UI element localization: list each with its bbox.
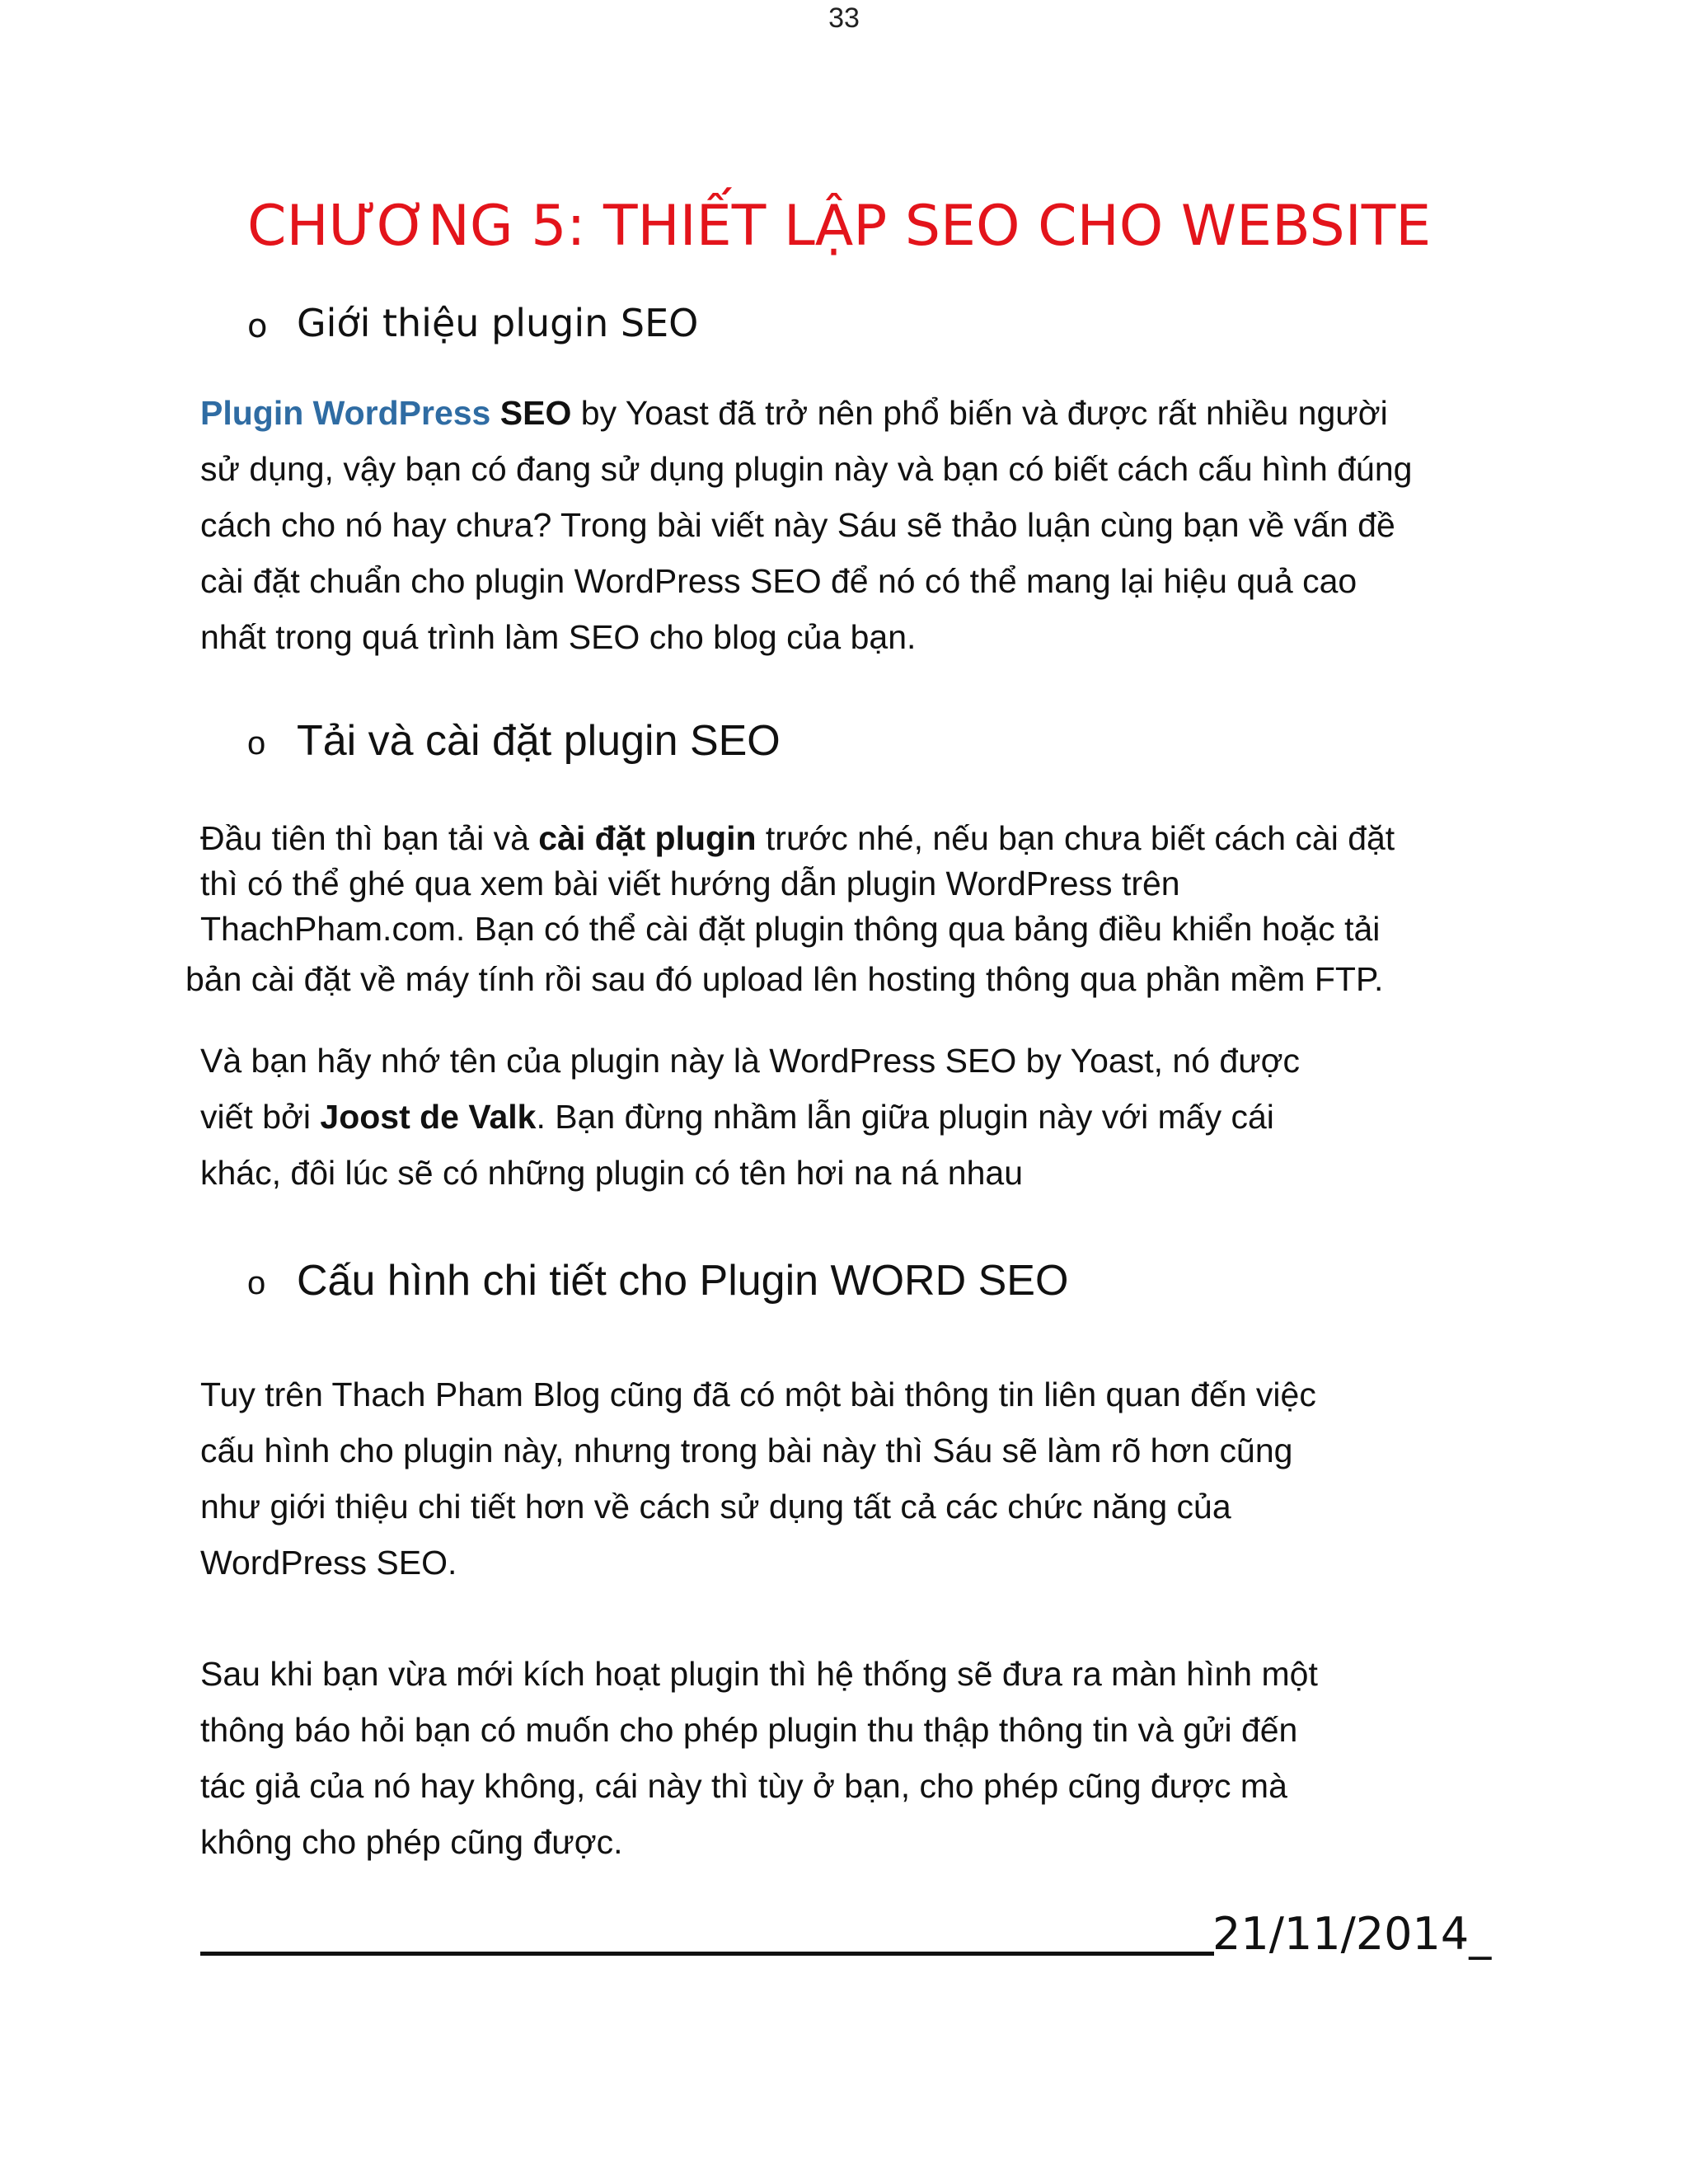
paragraph-line: như giới thiệu chi tiết hơn về cách sử dụng tất cả các chức năng của	[200, 1488, 1231, 1526]
paragraph-line: thông báo hỏi bạn có muốn cho phép plugin thu thập thông tin và gửi đến	[200, 1711, 1298, 1749]
paragraph-line: Và bạn hãy nhớ tên của plugin này là WordPress SEO by Yoast, nó được	[200, 1042, 1301, 1080]
section-heading-intro	[247, 297, 698, 353]
paragraph-line: thì có thể ghé qua xem bài viết hướng dẫn plugin WordPress trên	[200, 865, 1180, 902]
paragraph-line	[200, 385, 1412, 441]
bullet-icon: o	[247, 307, 268, 345]
seo-bold-text: SEO	[499, 394, 572, 432]
install-plugin-bold-text: cài đặt plugin	[538, 819, 757, 857]
paragraph-text: . Bạn đừng nhầm lẫn giữa plugin này với mấy cái	[536, 1098, 1274, 1136]
paragraph-line: WordPress SEO.	[200, 1544, 457, 1582]
signature-line	[200, 1952, 1214, 1956]
paragraph-line: tác giả của nó hay không, cái này thì tùy ở bạn, cho phép cũng được mà	[200, 1767, 1287, 1805]
section-heading-text: Cấu hình chi tiết cho Plugin WORD SEO	[297, 1257, 1069, 1305]
page-number: 33	[828, 2, 860, 34]
plugin-wordpress-link[interactable]: Plugin WordPress	[200, 394, 491, 432]
paragraph-line	[200, 1089, 1300, 1145]
plugin-name-paragraph	[200, 1033, 1300, 1201]
paragraph-line: không cho phép cũng được.	[200, 1823, 623, 1861]
paragraph-text: by Yoast đã trở nên phổ biến và được rất nhiều người	[571, 394, 1388, 432]
paragraph-line: Tuy trên Thach Pham Blog cũng đã có một bài thông tin liên quan đến việc	[200, 1376, 1316, 1413]
paragraph-line: cài đặt chuẩn cho plugin WordPress SEO để nó có thể mang lại hiệu quả cao	[200, 562, 1357, 600]
paragraph-text: viết bởi	[200, 1098, 321, 1136]
paragraph-line: Sau khi bạn vừa mới kích hoạt plugin thì hệ thống sẽ đưa ra màn hình một	[200, 1655, 1318, 1693]
bullet-icon: o	[247, 1265, 266, 1302]
bullet-icon: o	[247, 725, 266, 762]
section-heading-text: Tải và cài đặt plugin SEO	[297, 717, 781, 765]
paragraph-line: cấu hình cho plugin này, nhưng trong bài này thì Sáu sẽ làm rõ hơn cũng	[200, 1432, 1293, 1469]
section-heading-install	[247, 712, 781, 772]
author-bold-text: Joost de Valk	[320, 1098, 537, 1136]
paragraph-line: ThachPham.com. Bạn có thể cài đặt plugin thông qua bảng điều khiển hoặc tải	[200, 910, 1381, 948]
config-paragraph	[200, 1366, 1316, 1591]
section-heading-config	[247, 1252, 1068, 1312]
footer-date: 21/11/2014_	[1212, 1908, 1492, 1960]
install-paragraph	[185, 816, 1395, 1002]
paragraph-text: trước nhé, nếu bạn chưa biết cách cài đặt	[756, 819, 1395, 857]
paragraph-text: Đầu tiên thì bạn tải và	[200, 819, 539, 857]
activate-paragraph	[200, 1646, 1318, 1870]
intro-paragraph	[200, 385, 1412, 665]
paragraph-line: sử dụng, vậy bạn có đang sử dụng plugin này và bạn có biết cách cấu hình đúng	[200, 450, 1413, 488]
section-heading-text: Giới thiệu plugin SEO	[297, 301, 699, 345]
paragraph-line: bản cài đặt về máy tính rồi sau đó upload lên hosting thông qua phần mềm FTP.	[185, 960, 1384, 998]
paragraph-line: khác, đôi lúc sẽ có những plugin có tên hơi na ná nhau	[200, 1154, 1024, 1192]
paragraph-line: nhất trong quá trình làm SEO cho blog của bạn.	[200, 618, 917, 656]
paragraph-line: cách cho nó hay chưa? Trong bài viết này Sáu sẽ thảo luận cùng bạn về vấn đề	[200, 506, 1395, 544]
paragraph-line	[200, 816, 1395, 861]
chapter-title: CHƯƠNG 5: THIẾT LẬP SEO CHO WEBSITE	[247, 194, 1432, 259]
